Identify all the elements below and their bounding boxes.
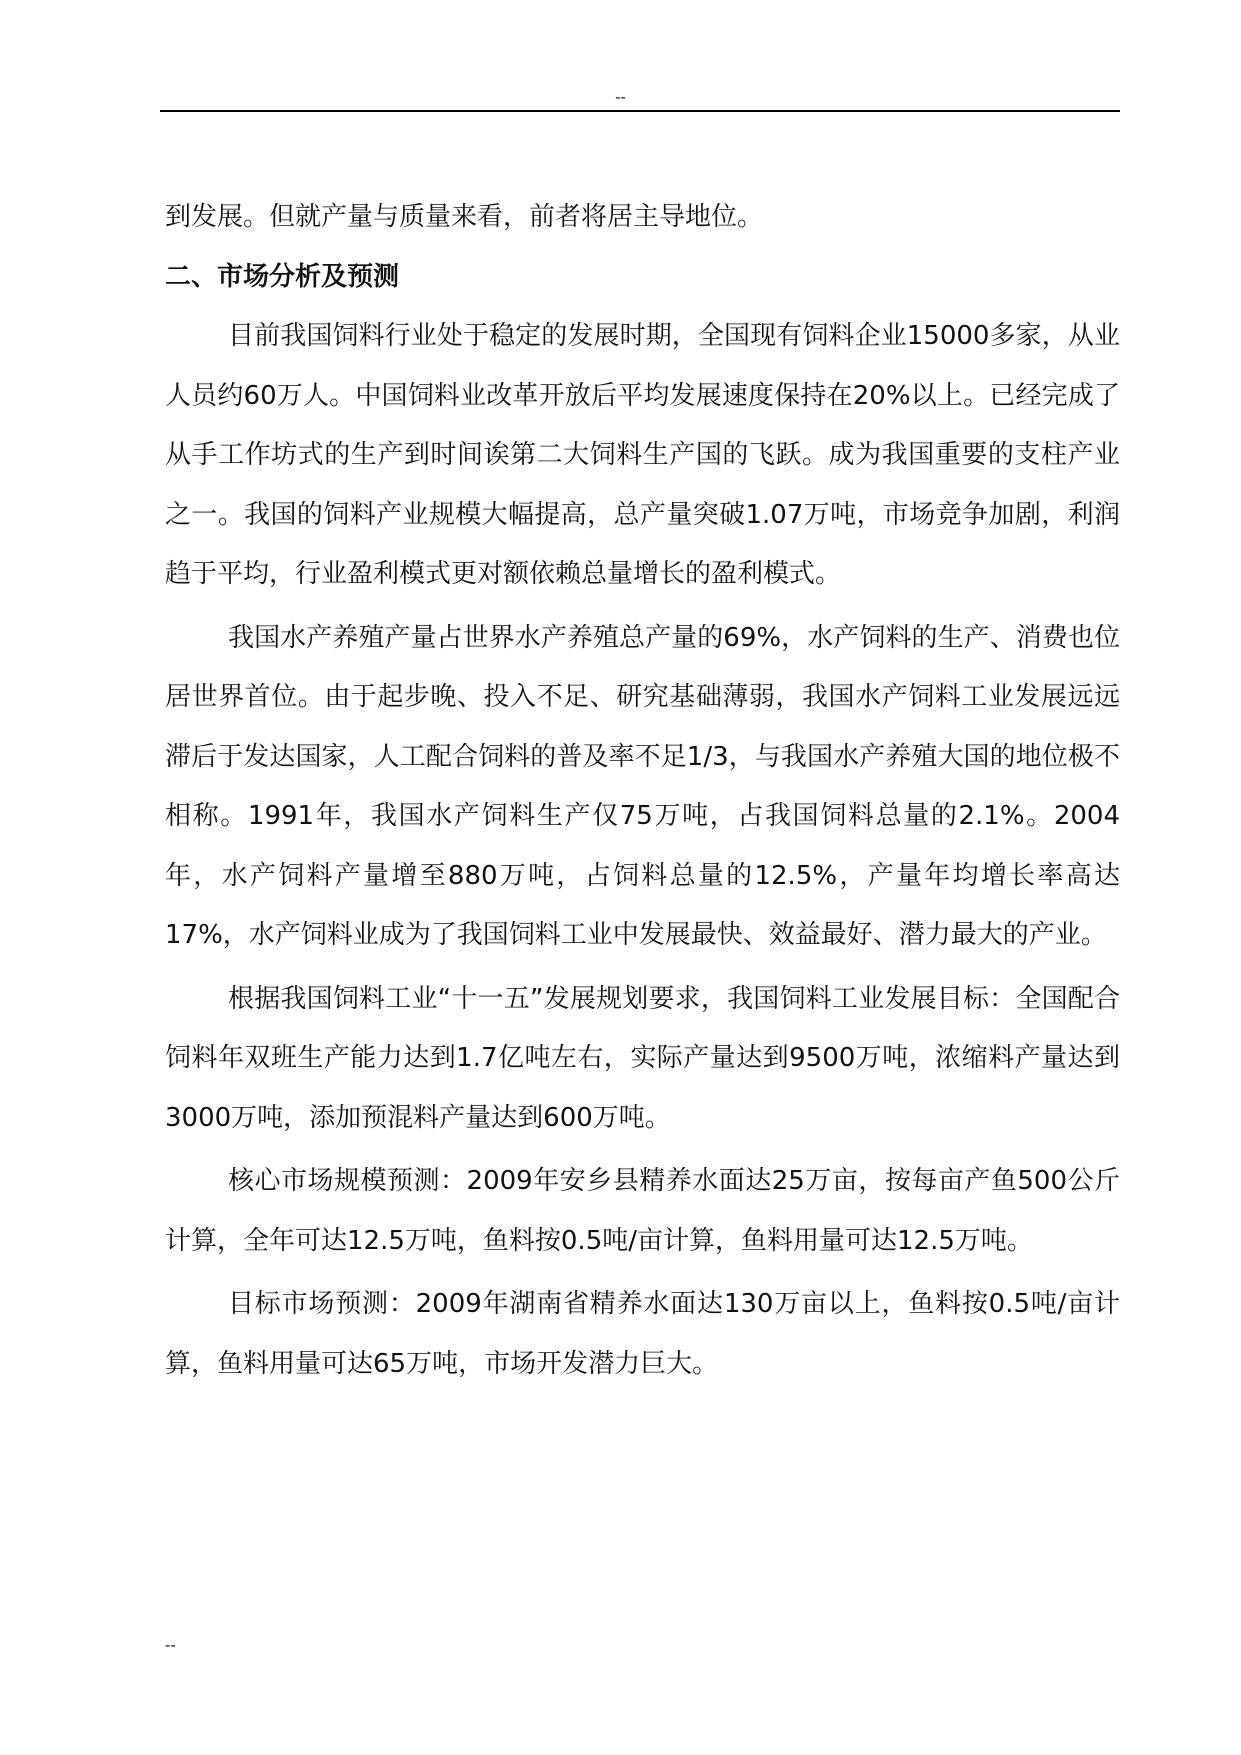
footer-mark: --	[165, 1636, 176, 1654]
document-body	[165, 188, 1120, 1394]
header-rule	[160, 110, 1120, 112]
paragraph-continuation: 到发展。但就产量与质量来看，前者将居主导地位。	[165, 202, 764, 232]
paragraph-aquatic-feed: 我国水产养殖产量占世界水产养殖总产量的69%，水产饲料的生产、消费也位居世界首位。由于起步晚、投入不足、研究基础薄弱，我国水产饲料工业发展远远滞后于发达国家，人工配合饲料的普及率不足1/3，与我国水产养殖大国的地位极不相称。1991年，我国水产饲料生产仅75万吨，占我国饲料总量的2.1%。2004年，水产饲料产量增至880万吨，占饲料总量的12.5%，产量年均增长率高达17%，水产饲料业成为了我国饲料工业中发展最快、效益最好、潜力最大的产业。	[165, 622, 1120, 950]
paragraph-core-market-forecast: 核心市场规模预测：2009年安乡县精养水面达25万亩，按每亩产鱼500公斤计算，全年可达12.5万吨，鱼料按0.5吨/亩计算，鱼料用量可达12.5万吨。	[165, 1166, 1120, 1256]
paragraph-development-goals: 根据我国饲料工业“十一五”发展规划要求，我国饲料工业发展目标：全国配合饲料年双班生产能力达到1.7亿吨左右，实际产量达到9500万吨，浓缩料产量达到3000万吨，添加预混料产量达到600万吨。	[165, 983, 1120, 1133]
paragraph-industry-overview: 目前我国饲料行业处于稳定的发展时期，全国现有饲料企业15000多家，从业人员约60万人。中国饲料业改革开放后平均发展速度保持在20%以上。已经完成了从手工作坊式的生产到时间诶第二大饲料生产国的飞跃。成为我国重要的支柱产业之一。我国的饲料产业规模大幅提高，总产量突破1.07万吨，市场竞争加剧，利润趋于平均，行业盈利模式更对额依赖总量增长的盈利模式。	[165, 321, 1120, 589]
section-heading: 二、市场分析及预测	[165, 261, 400, 292]
header-mark: --	[615, 88, 626, 106]
paragraph-target-market-forecast: 目标市场预测：2009年湖南省精养水面达130万亩以上，鱼料按0.5吨/亩计算，鱼料用量可达65万吨，市场开发潜力巨大。	[165, 1289, 1120, 1379]
